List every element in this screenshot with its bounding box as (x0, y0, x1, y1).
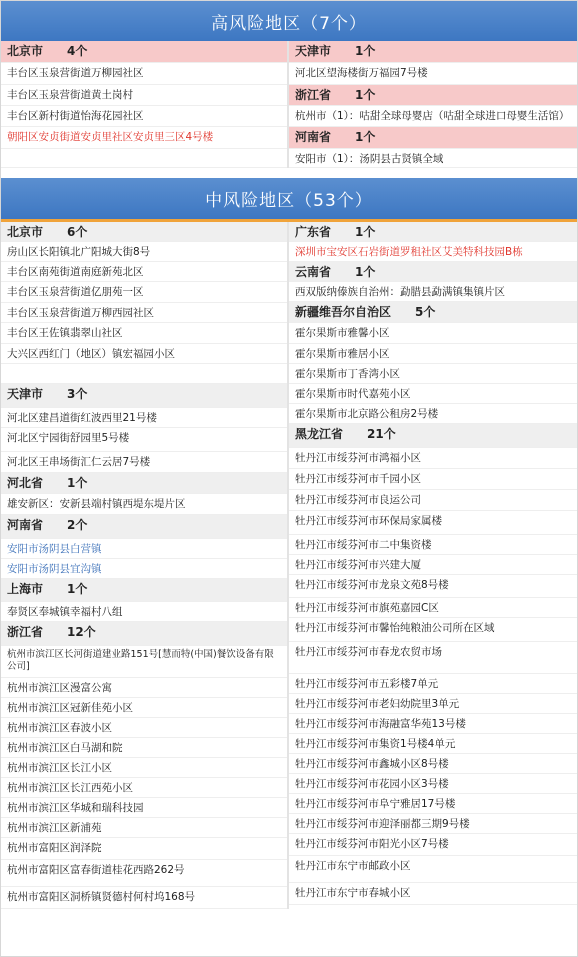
empty-cell (1, 364, 287, 384)
region-name: 北京市 (7, 44, 44, 58)
area-item: 河北区望海楼街万福园7号楼 (289, 63, 577, 85)
high-risk-columns (1, 41, 577, 168)
region-count: 1个 (355, 130, 376, 144)
region-header (289, 85, 577, 106)
area-item: 牡丹江市绥芬河市阳光小区7号楼 (289, 834, 577, 856)
region-count: 1个 (67, 476, 88, 490)
area-item: 丰台区南苑街道南庭新苑北区 (1, 262, 287, 282)
area-item: 杭州市滨江区长河街道建业路151号[慧而特(中国)餐饮设备有限公司] (1, 646, 287, 678)
region-name: 河南省 (7, 518, 44, 532)
area-item: 牡丹江市绥芬河市龙泉文苑8号楼 (289, 575, 577, 598)
area-item: 牡丹江市绥芬河市集资1号楼4单元 (289, 734, 577, 754)
area-item: 霍尔果斯市丁香湾小区 (289, 364, 577, 384)
area-item: 牡丹江市绥芬河市花园小区3号楼 (289, 774, 577, 794)
area-item: 杭州市滨江区漫富公寓 (1, 678, 287, 698)
area-item: 霍尔果斯市雅居小区 (289, 344, 577, 364)
area-item: 牡丹江市绥芬河市千园小区 (289, 469, 577, 490)
region-count: 1个 (67, 582, 88, 596)
area-item: 牡丹江市绥芬河市五彩楼7单元 (289, 674, 577, 694)
area-item: 杭州市（1）：咕甜全球母婴店（咕甜全球进口母婴生活馆） (289, 106, 577, 127)
region-header (1, 222, 287, 242)
region-header (1, 515, 287, 539)
area-item: 牡丹江市绥芬河市春龙农贸市场 (289, 642, 577, 674)
area-item: 杭州市滨江区冠新佳苑小区 (1, 698, 287, 718)
area-item: 西双版纳傣族自治州：勐腊县勐满镇集镇片区 (289, 282, 577, 302)
region-name: 上海市 (7, 582, 44, 596)
mid-risk-title: 中风险地区（53个） (1, 178, 577, 222)
area-item: 牡丹江市绥芬河市鸿福小区 (289, 448, 577, 469)
area-item: 杭州市滨江区春波小区 (1, 718, 287, 738)
area-item: 牡丹江市绥芬河市老妇幼院里3单元 (289, 694, 577, 714)
region-count: 1个 (355, 88, 376, 102)
area-item: 牡丹江市绥芬河市兴建大厦 (289, 555, 577, 575)
area-item: 牡丹江市绥芬河市馨怡纯粮油公司所在区域 (289, 618, 577, 642)
region-header (289, 127, 577, 149)
region-name: 天津市 (7, 387, 44, 401)
area-item: 霍尔果斯市北京路公租房2号楼 (289, 404, 577, 424)
area-item: 丰台区玉泉营街道亿朋苑一区 (1, 282, 287, 303)
mid-risk-left-column (1, 222, 289, 909)
area-item: 安阳市汤阴县宜沟镇 (1, 559, 287, 579)
region-count: 6个 (67, 225, 88, 239)
area-item: 杭州市滨江区长江小区 (1, 758, 287, 778)
area-item: 丰台区王佐镇翡翠山社区 (1, 323, 287, 344)
area-item: 牡丹江市绥芬河市迎泽丽都三期9号楼 (289, 814, 577, 834)
area-item: 丰台区玉泉营街道黄土岗村 (1, 85, 287, 106)
region-count: 12个 (67, 625, 96, 639)
region-name: 河南省 (295, 130, 332, 144)
area-item: 霍尔果斯市时代嘉苑小区 (289, 384, 577, 404)
area-item: 牡丹江市东宁市春城小区 (289, 883, 577, 905)
area-item: 杭州市滨江区白马湖和院 (1, 738, 287, 758)
region-header (1, 579, 287, 602)
area-item: 河北区建昌道街红波西里21号楼 (1, 408, 287, 428)
area-item: 杭州市富阳区润泽院 (1, 838, 287, 860)
area-item: 杭州市滨江区新浦苑 (1, 818, 287, 838)
area-item: 丰台区玉泉营街道万柳园社区 (1, 63, 287, 85)
area-item: 牡丹江市绥芬河市阜宁雅居17号楼 (289, 794, 577, 814)
region-count: 21个 (367, 427, 396, 441)
region-name: 浙江省 (7, 625, 44, 639)
area-item: 朝阳区安贞街道安贞里社区安贞里三区4号楼 (1, 127, 287, 149)
region-count: 1个 (355, 225, 376, 239)
area-item: 大兴区西红门（地区）镇宏福园小区 (1, 344, 287, 364)
region-count: 1个 (355, 265, 376, 279)
region-name: 天津市 (295, 44, 332, 58)
region-count: 1个 (355, 44, 376, 58)
area-item: 牡丹江市绥芬河市环保局家属楼 (289, 511, 577, 535)
region-name: 云南省 (295, 265, 332, 279)
area-item: 安阳市汤阴县白营镇 (1, 539, 287, 559)
region-count: 4个 (67, 44, 88, 58)
region-name: 新疆维吾尔自治区 (295, 305, 392, 319)
area-item: 牡丹江市绥芬河市良运公司 (289, 490, 577, 511)
high-risk-title: 高风险地区（7个） (1, 1, 577, 41)
empty-cell (1, 149, 287, 168)
area-item: 河北区宁园街舒园里5号楼 (1, 428, 287, 452)
region-header (289, 302, 577, 323)
region-header (289, 41, 577, 63)
region-header (289, 262, 577, 282)
area-item: 奉贤区奉城镇幸福村八组 (1, 602, 287, 622)
region-name: 黑龙江省 (295, 427, 344, 441)
region-header (289, 222, 577, 242)
region-count: 5个 (415, 305, 436, 319)
area-item: 牡丹江市绥芬河市海融富华苑13号楼 (289, 714, 577, 734)
region-name: 广东省 (295, 225, 332, 239)
mid-risk-right-column (289, 222, 577, 909)
mid-risk-columns (1, 222, 577, 909)
area-item: 河北区王串场街汇仁云居7号楼 (1, 452, 287, 473)
region-name: 河北省 (7, 476, 44, 490)
area-item: 杭州市富阳区富春街道桂花西路262号 (1, 860, 287, 887)
area-item: 丰台区玉泉营街道万柳西园社区 (1, 303, 287, 323)
region-name: 北京市 (7, 225, 44, 239)
area-item: 安阳市（1）：汤阴县古贤镇全域 (289, 149, 577, 168)
region-count: 2个 (67, 518, 88, 532)
area-item: 杭州市滨江区长江西苑小区 (1, 778, 287, 798)
area-item: 霍尔果斯市雅馨小区 (289, 323, 577, 344)
region-header (1, 622, 287, 646)
high-risk-right-column (289, 41, 577, 168)
region-header (1, 41, 287, 63)
area-item: 丰台区新村街道怡海花园社区 (1, 106, 287, 127)
region-header (1, 384, 287, 408)
area-item: 杭州市富阳区洞桥镇贤德村何村坞168号 (1, 887, 287, 909)
area-item: 房山区长阳镇北广阳城大街8号 (1, 242, 287, 262)
region-name: 浙江省 (295, 88, 332, 102)
area-item: 牡丹江市绥芬河市二中集资楼 (289, 535, 577, 555)
area-item: 牡丹江市绥芬河市旗苑嘉园C区 (289, 598, 577, 618)
area-item: 深圳市宝安区石岩街道罗租社区艾美特科技园B栋 (289, 242, 577, 262)
region-header (1, 473, 287, 494)
area-item: 牡丹江市东宁市邮政小区 (289, 856, 577, 883)
region-header (289, 424, 577, 448)
area-item: 雄安新区：安新县端村镇西堤东堤片区 (1, 494, 287, 515)
area-item: 牡丹江市绥芬河市鑫城小区8号楼 (289, 754, 577, 774)
high-risk-left-column (1, 41, 289, 168)
region-count: 3个 (67, 387, 88, 401)
area-item: 杭州市滨江区华城和瑞科技园 (1, 798, 287, 818)
